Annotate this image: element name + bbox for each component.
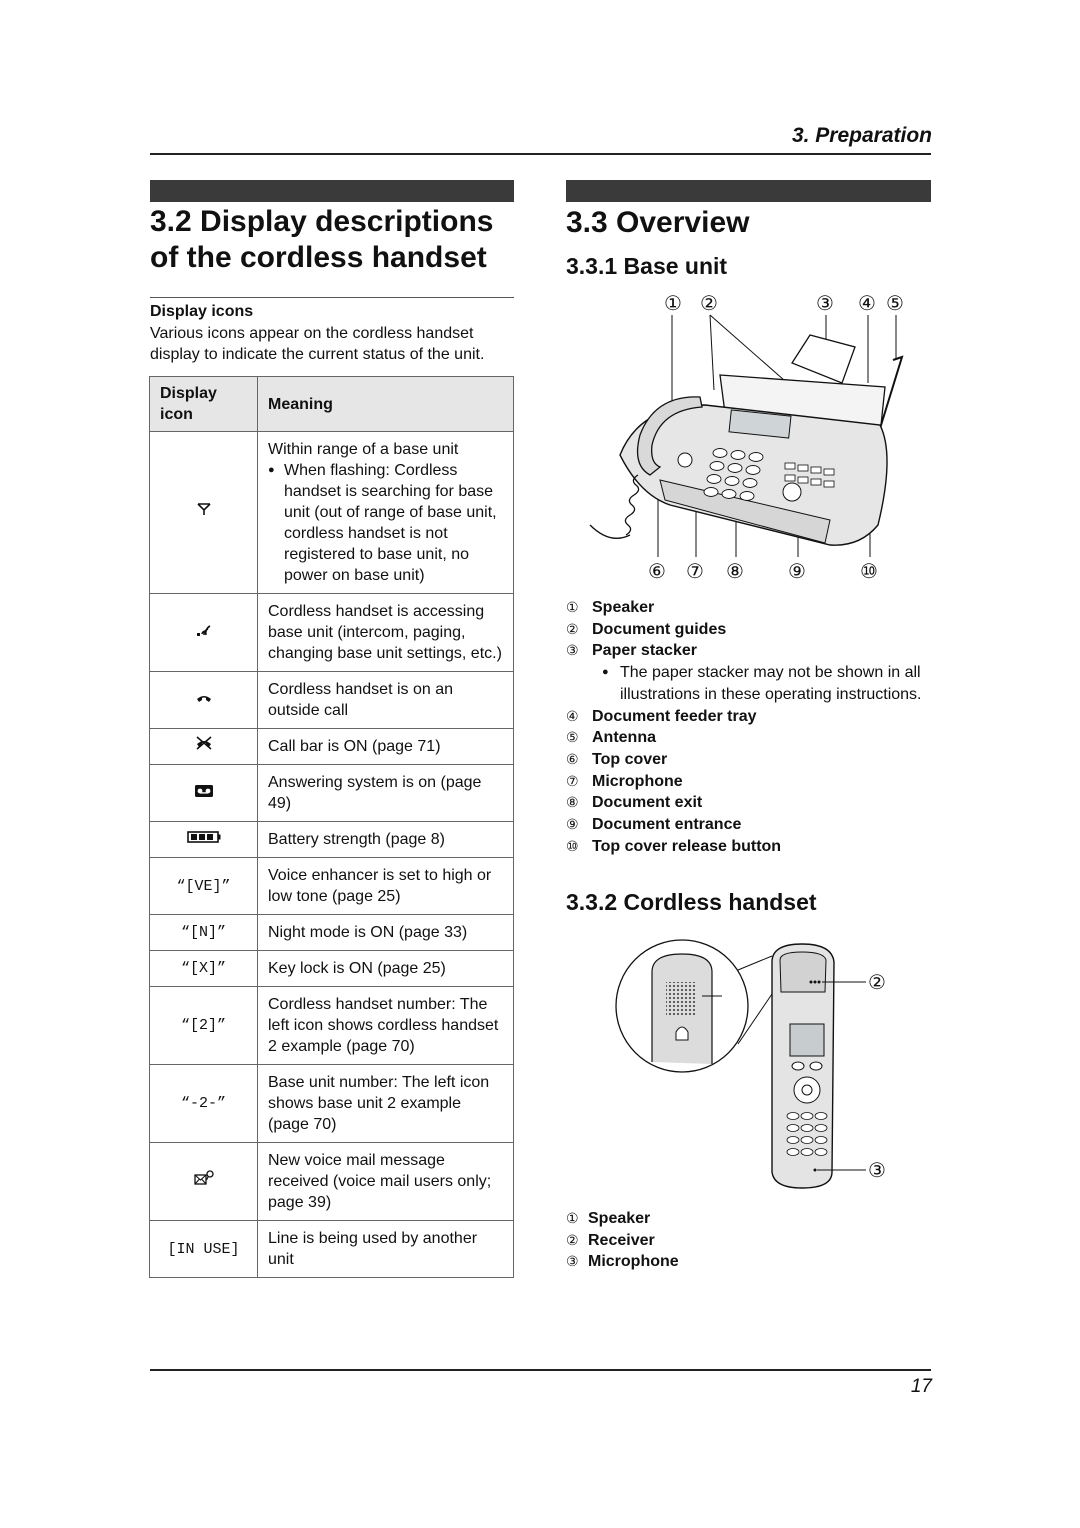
call-bar-icon xyxy=(195,736,213,750)
table-row xyxy=(150,858,514,915)
meaning-text: Base unit number: The left icon shows base unit 2 example (page 70) xyxy=(258,1065,514,1143)
table-row xyxy=(150,987,514,1065)
list-item: ① Speaker xyxy=(566,599,655,616)
callout-1: ① xyxy=(664,293,682,315)
list-item: ③ Paper stacker xyxy=(566,642,697,660)
meaning-text: Voice enhancer is set to high or low tone (page 25) xyxy=(258,858,514,915)
paper-stacker-note: ● The paper stacker may not be shown in all illustrations in these operating instructions. xyxy=(594,662,936,705)
chapter-title: 3. Preparation xyxy=(791,124,932,147)
icon-text-base-number: “-2-” xyxy=(150,1065,258,1143)
icon-text-ve: “[VE]” xyxy=(150,858,258,915)
base-unit-parts-list xyxy=(566,597,936,857)
list-item: ① Speaker xyxy=(566,1210,651,1227)
phone-icon xyxy=(196,694,212,704)
table-row xyxy=(150,915,514,951)
meaning-text: New voice mail message received (voice mail users only; page 39) xyxy=(258,1143,514,1221)
meaning-bullet: ● When flashing: Cordless handset is searching for base unit (out of range of base unit, cordless handset is not registered to base unit, no power on base unit) xyxy=(268,460,503,586)
table-row xyxy=(150,432,514,594)
handset-parts-list xyxy=(566,1208,866,1273)
meaning-text: Cordless handset number: The left icon shows cordless handset 2 example (page 70) xyxy=(258,987,514,1065)
section-bar-right xyxy=(566,180,931,202)
display-icons-table xyxy=(149,376,514,1278)
list-item: ② Receiver xyxy=(566,1231,655,1249)
voice-mail-icon xyxy=(194,1170,214,1186)
list-item: ⑥ Top cover xyxy=(566,750,668,768)
callout-6: ⑥ xyxy=(648,561,666,583)
meaning-text: Cordless handset is on an outside call xyxy=(258,672,514,729)
handset-drawing xyxy=(612,932,902,1194)
signal-icon xyxy=(197,624,211,636)
list-item: ⑦ Microphone xyxy=(566,772,683,790)
base-unit-heading: 3.3.1 Base unit xyxy=(566,253,728,279)
battery-icon xyxy=(187,831,221,843)
list-item: ⑨ Document entrance xyxy=(566,816,742,834)
table-row xyxy=(150,951,514,987)
meaning-text: Battery strength (page 8) xyxy=(258,822,514,858)
tape-icon xyxy=(195,785,213,797)
col-header-icon: Display icon xyxy=(150,377,258,432)
callout-9: ⑨ xyxy=(788,561,806,583)
callout-2: ② xyxy=(700,293,718,315)
list-item: ④ Document feeder tray xyxy=(566,707,757,725)
meaning-text: Within range of a base unit xyxy=(268,441,459,458)
display-icons-heading: Display icons xyxy=(150,303,254,320)
table-row xyxy=(150,1221,514,1278)
list-item: ⑤ Antenna xyxy=(566,729,656,747)
antenna-icon xyxy=(197,502,211,516)
meaning-text: Cordless handset is accessing base unit (intercom, paging, changing base unit settings, etc.) xyxy=(258,594,514,672)
table-row xyxy=(150,822,514,858)
col-header-meaning: Meaning xyxy=(258,377,514,432)
section-title-display: 3.2 Display descriptions of the cordless handset xyxy=(150,205,494,274)
callout-5: ⑤ xyxy=(886,293,904,315)
meaning-text: Answering system is on (page 49) xyxy=(258,765,514,822)
table-row xyxy=(150,1065,514,1143)
display-icons-intro: Various icons appear on the cordless handset display to indicate the current status of the unit. xyxy=(150,325,485,363)
table-row xyxy=(150,672,514,729)
meaning-text: Line is being used by another unit xyxy=(258,1221,514,1278)
table-row xyxy=(150,729,514,765)
callout-8: ⑧ xyxy=(726,561,744,583)
table-row xyxy=(150,594,514,672)
icon-text-handset-number: “[2]” xyxy=(150,987,258,1065)
list-item: ⑧ Document exit xyxy=(566,794,703,812)
page-number: 17 xyxy=(910,1376,932,1397)
callout-4: ④ xyxy=(858,293,876,315)
handset-callout-3: ③ xyxy=(868,1160,886,1182)
cordless-handset-heading: 3.3.2 Cordless handset xyxy=(566,889,817,915)
header-rule xyxy=(150,153,931,155)
fax-machine-drawing xyxy=(560,285,932,590)
handset-illustration xyxy=(612,932,902,1194)
meaning-text: Call bar is ON (page 71) xyxy=(258,729,514,765)
icon-text-in-use: [IN USE] xyxy=(150,1221,258,1278)
callout-3: ③ xyxy=(816,293,834,315)
table-row xyxy=(150,1143,514,1221)
table-row xyxy=(150,765,514,822)
icon-text-n: “[N]” xyxy=(150,915,258,951)
meaning-text: Key lock is ON (page 25) xyxy=(258,951,514,987)
section-title-overview: 3.3 Overview xyxy=(566,206,750,239)
callout-7: ⑦ xyxy=(686,561,704,583)
list-item: ③ Microphone xyxy=(566,1253,679,1271)
meaning-text: Night mode is ON (page 33) xyxy=(258,915,514,951)
icon-text-x: “[X]” xyxy=(150,951,258,987)
handset-callout-2: ② xyxy=(868,972,886,994)
section-bar-left xyxy=(150,180,514,202)
table-header-row xyxy=(150,377,514,432)
list-item: ② Document guides xyxy=(566,620,727,638)
footer-rule xyxy=(150,1369,931,1371)
base-unit-illustration xyxy=(560,285,932,590)
callout-10: ⑩ xyxy=(860,561,878,583)
subsection-rule xyxy=(150,297,514,298)
list-item: ⑩ Top cover release button xyxy=(566,837,782,855)
